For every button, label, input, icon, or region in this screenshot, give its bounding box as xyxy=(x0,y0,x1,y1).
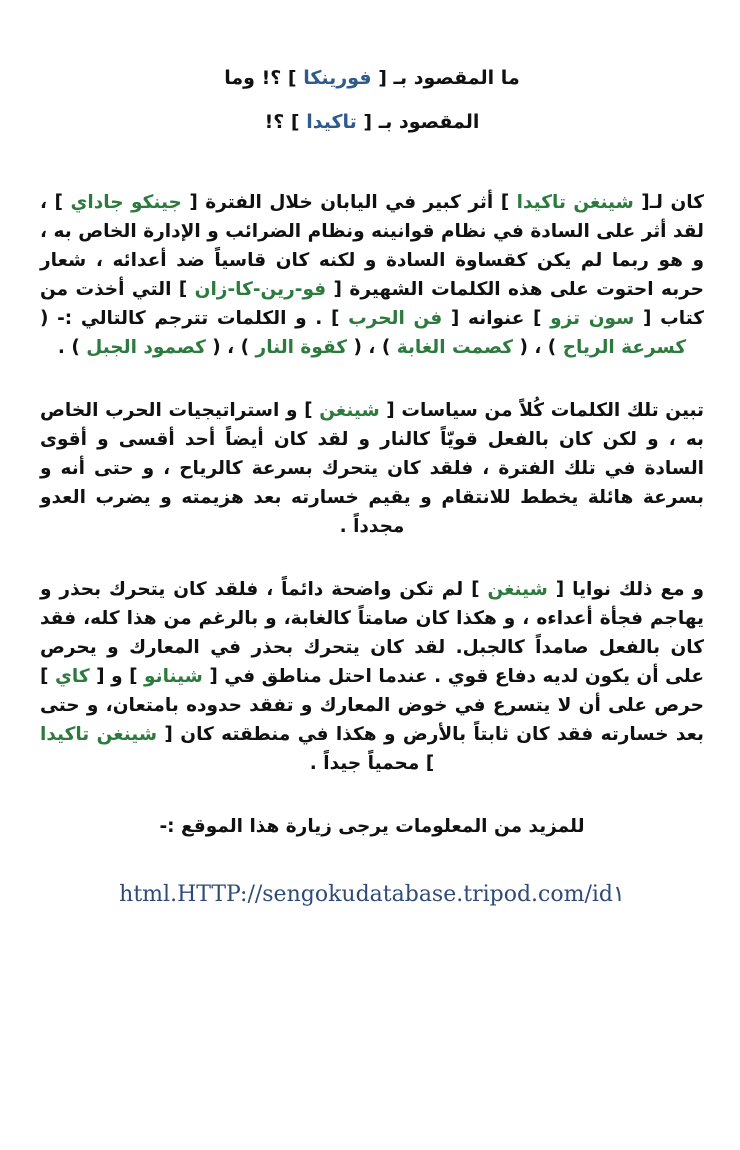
keyword-shinano: شينانو xyxy=(144,666,203,687)
keyword-shingen-takeda: شينغن تاكيدا xyxy=(40,724,158,745)
keyword-fire: كقوة النار xyxy=(255,337,348,358)
page-title xyxy=(40,56,704,144)
keyword-kai: كاي xyxy=(54,666,90,687)
keyword-forinka: فورينكا xyxy=(303,67,372,89)
keyword-jinko-jadai: جينكو جاداي xyxy=(70,192,182,213)
keyword-shingen: شينغن xyxy=(487,579,548,600)
paragraph-3: و مع ذلك نوايا [ شينغن ] لم تكن واضحة دائماً ، فلقد كان يتحرك بحذر و يهاجم فجأة أعداءه ، و هكذا كان صامتاً كالغابة، و بالرغم من هذا كله، فقد كان بالفعل صامداً كالجبل. لقد كان يتحرك بحذر في المعارك و يحرص على أن يكون لديه دفاع قوي . عندما احتل مناطق في [ شينانو ] و [ كاي ] حرص على أن لا يتسرع في خوض المعارك و تفقد حدوده بامتعان، و حتى بعد خسارته فقد كان ثابتاً بالأرض و هكذا في منطقته كان [ شينغن تاكيدا ] محمياً جيداً . xyxy=(40,579,704,774)
paragraph-2: تبين تلك الكلمات كُلاً من سياسات [ شينغن ] و استراتيجيات الحرب الخاص به ، و لكن كان بالفعل قويّاً كالنار و لقد كان أيضاً أحد أقسى و أقوى السادة في تلك الفترة ، فلقد كان يتحرك بسرعة كالرياح ، و حتى أنه و بسرعة هائلة يخطط للانتقام و يقيم خسارته بعد هزيمته و يضرب العدو مجدداً . xyxy=(40,400,704,537)
keyword-shingen-takeda: شينغن تاكيدا xyxy=(516,192,634,213)
title-line-2: المقصود بـ [ تاكيدا ] ؟! xyxy=(264,111,480,133)
keyword-wind: كسرعة الرياح xyxy=(562,337,687,358)
paragraph-1: كان لـ[ شينغن تاكيدا ] أثر كبير في اليابان خلال الفترة [ جينكو جاداي ] ، لقد أثر على السادة في نظام قوانينه ونظام الضرائب و الإدارة الخاص به ، و هو ربما لم يكن كقساوة السادة و لكنه كان قاسياً ضد أعدائه ، شعار حربه احتوت على هذه الكلمات الشهيرة [ فو-رين-كا-زان ] التي أخذت من كتاب [ سون تزو ] عنوانه [ فن الحرب ] . و الكلمات تترجم كالتالي :- ( كسرعة الرياح ) ، ( كصمت الغابة ) ، ( كقوة النار ) ، ( كصمود الجبل ) . xyxy=(40,192,705,358)
keyword-art-of-war: فن الحرب xyxy=(348,308,443,329)
source-link[interactable]: html.HTTP://sengokudatabase.tripod.com/id١ xyxy=(119,882,625,907)
keyword-takeda: تاكيدا xyxy=(306,111,357,133)
keyword-mountain: كصمود الجبل xyxy=(86,337,206,358)
title-line-1: ما المقصود بـ [ فورينكا ] ؟! وما xyxy=(224,67,520,89)
keyword-furinkazan: فو-رين-كا-زان xyxy=(194,279,327,300)
keyword-forest: كصمت الغابة xyxy=(396,337,513,358)
keyword-sun-tzu: سون تزو xyxy=(550,308,635,329)
keyword-shingen: شينغن xyxy=(319,400,380,421)
more-info-text: للمزيد من المعلومات يرجى زيارة هذا الموقع :- xyxy=(159,816,585,837)
